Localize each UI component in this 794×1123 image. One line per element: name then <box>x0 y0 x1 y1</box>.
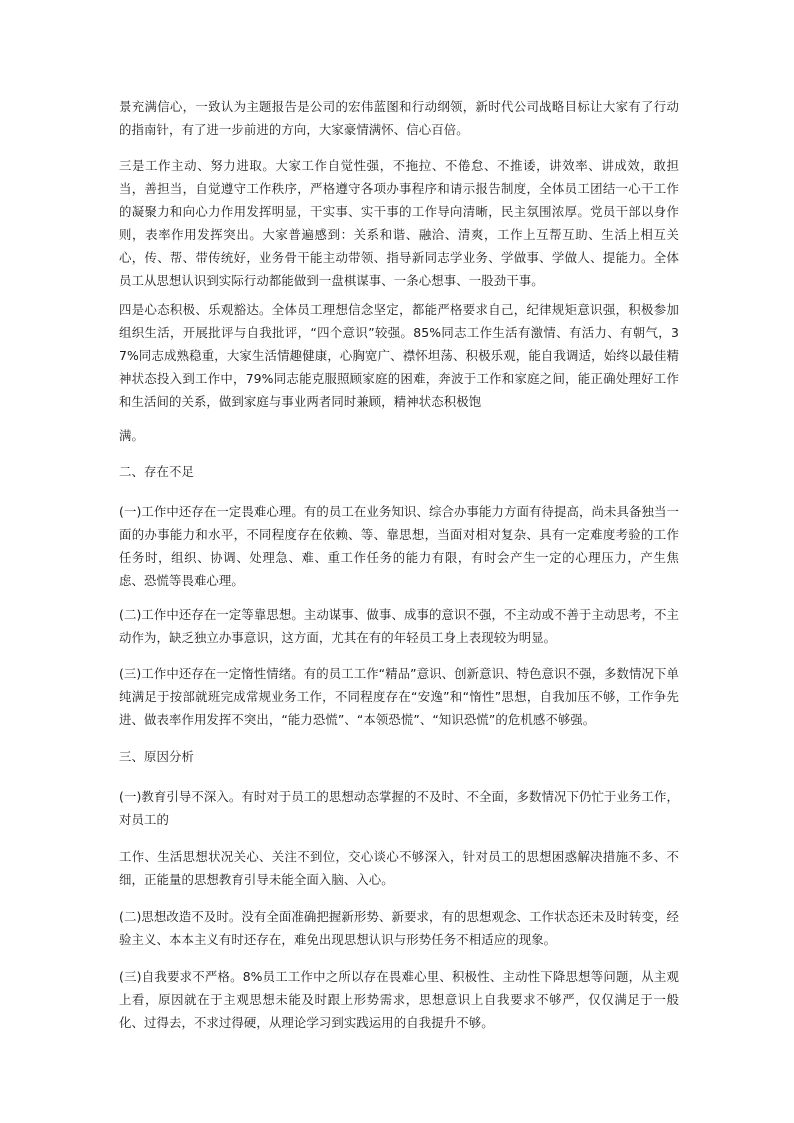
paragraph-work-initiative: 三是工作主动、努力进取。大家工作自觉性强，不拖拉、不倦怠、不推诿，讲效率、讲成效，敢担当，善担当，自觉遵守工作秩序，严格遵守各项办事程序和请示报告制度，全体员工团结一心干工作的凝聚力和向心力作用发挥明显，干实事、实干事的工作导向清晰，民主氛围浓厚。党员干部以身作则，表率作用发挥突出。大家普遍感到：关系和谐、融洽、清爽，工作上互帮互助、生活上相互关心，传、帮、带传统好，业务骨干能主动带领、指导新同志学业务、学做事、学做人、提能力。全体员工从思想认识到实际行动都能做到一盘棋谋事、一条心想事、一股劲干事。 <box>119 158 679 288</box>
paragraph-continuation: 满。 <box>119 428 144 443</box>
paragraph-cause-3: (三)自我要求不严格。8%员工工作中之所以存在畏难心里、积极性、主动性下降思想等问题，从主观上看，原因就在于主观思想未能及时跟上形势需求，思想意识上自我要求不够严，仅仅满足于一般化、过得去，不求过得硬，从理论学习到实践运用的自我提升不够。 <box>119 969 679 1030</box>
paragraph-shortcoming-3: (三)工作中还存在一定惰性情绪。有的员工工作“精品”意识、创新意识、特色意识不强，多数情况下单纯满足于按部就班完成常规业务工作，不同程度存在“安逸”和“惰性”思想，自我加压不够，工作争先进、做表率作用发挥不突出，“能力恐慌”、“本领恐慌”、“知识恐慌”的危机感不够强。 <box>119 666 680 727</box>
heading-shortcomings: 二、存在不足 <box>119 464 194 479</box>
paragraph-positive-attitude: 四是心态积极、乐观豁达。全体员工理想信念坚定，都能严格要求自己，纪律规矩意识强，积极参加组织生活，开展批评与自我批评，“四个意识”较强。85%同志工作生活有激情、有活力、有朝气，37%同志成熟稳重，大家生活情趣健康，心胸宽广、襟怀坦荡、积极乐观，能自我调适，始终以最佳精神状态投入到工作中，79%同志能克服照顾家庭的困难，奔波于工作和家庭之间，能正确处理好工作和生活间的关系，做到家庭与事业两者同时兼顾，精神状态积极饱 <box>119 302 679 409</box>
paragraph-shortcoming-1: (一)工作中还存在一定畏难心理。有的员工在业务知识、综合办事能力方面有待提高，尚未具备独当一面的办事能力和水平，不同程度存在依赖、等、靠思想，当面对相对复杂、具有一定难度考验的工作任务时，组织、协调、处理急、难、重工作任务的能力有限，有时会产生一定的心理压力，产生焦虑、恐慌等畏难心理。 <box>119 504 679 588</box>
paragraph-cause-1: (一)教育引导不深入。有时对于员工的思想动态掌握的不及时、不全面，多数情况下仍忙于业务工作，对员工的 <box>119 789 679 827</box>
paragraph-shortcoming-2: (二)工作中还存在一定等靠思想。主动谋事、做事、成事的意识不强，不主动或不善于主动思考，不主动作为，缺乏独立办事意识，这方面，尤其在有的年轻员工身上表现较为明显。 <box>119 607 679 645</box>
paragraph-cause-2: (二)思想改造不及时。没有全面准确把握新形势、新要求，有的思想观念、工作状态还未及时转变，经验主义、本本主义有时还存在，难免出现思想认识与形势任务不相适应的现象。 <box>119 909 679 947</box>
paragraph-confidence: 景充满信心，一致认为主题报告是公司的宏伟蓝图和行动纲领，新时代公司战略目标让大家有了行动的指南针，有了进一步前进的方向，大家豪情满怀、信心百倍。 <box>119 99 679 137</box>
paragraph-cause-1-continued: 工作、生活思想状况关心、关注不到位，交心谈心不够深入，针对员工的思想困惑解决措施不多、不细，正能量的思想教育引导未能全面入脑、入心。 <box>119 849 679 887</box>
heading-cause-analysis: 三、原因分析 <box>119 749 194 764</box>
